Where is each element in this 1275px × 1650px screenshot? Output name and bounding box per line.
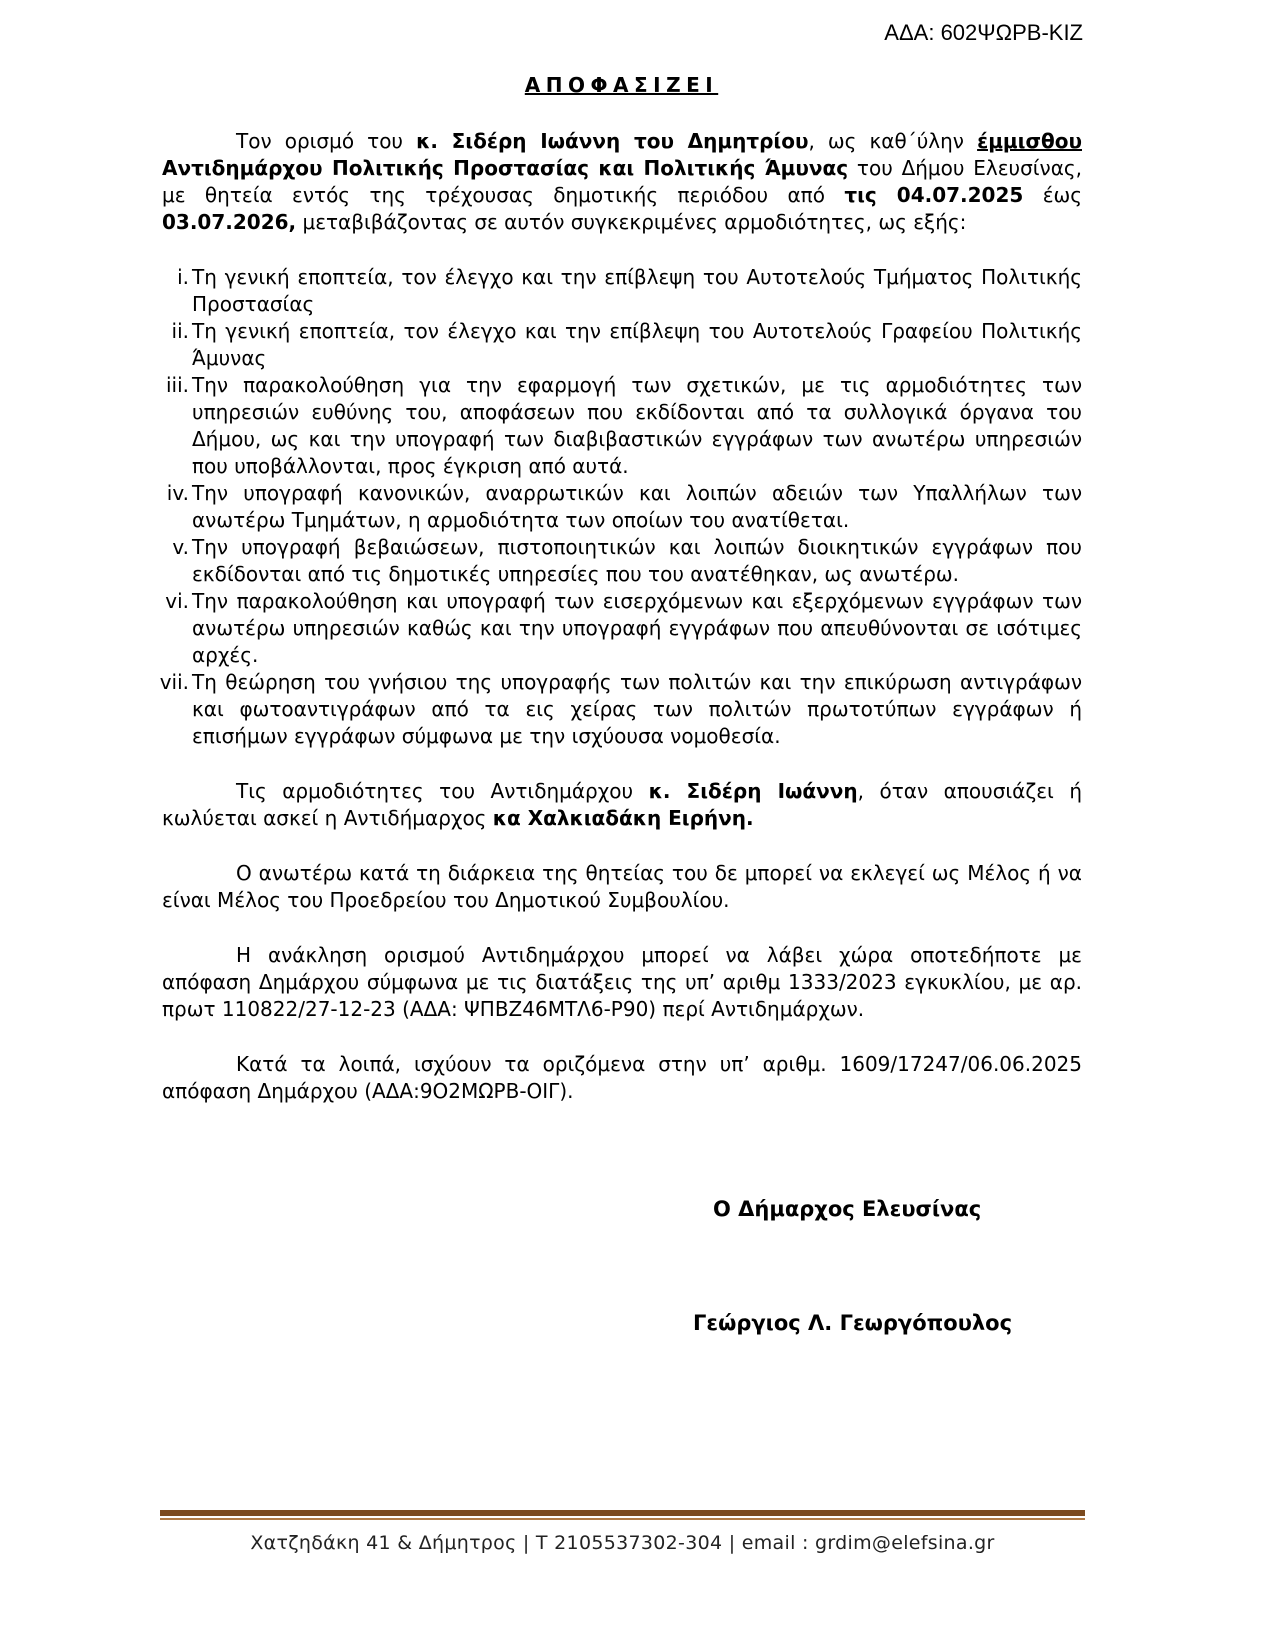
list-item bbox=[162, 372, 1082, 480]
list-number: vii. bbox=[159, 670, 189, 694]
bold-run: τις 04.07.2025 bbox=[844, 183, 1024, 207]
document-title: ΑΠΟΦΑΣΙΖΕΙ bbox=[524, 73, 719, 97]
list-text: Την υπογραφή κανονικών, αναρρωτικών και λοιπών αδειών των Υπαλλήλων των ανωτέρω Τμημάτων, η αρμοδιότητα των οποίων του ανατίθεται. bbox=[192, 481, 1082, 532]
text-run: Τον ορισμό του bbox=[236, 129, 417, 153]
list-text: Την παρακολούθηση και υπογραφή των εισερχόμενων και εξερχόμενων εγγράφων των ανωτέρω υπηρεσιών καθώς και την υπογραφή εγγράφων που απευθύνονται σε ισότιμες αρχές. bbox=[192, 589, 1082, 667]
list-item bbox=[162, 534, 1082, 588]
list-text: Την υπογραφή βεβαιώσεων, πιστοποιητικών και λοιπών διοικητικών εγγράφων που εκδίδονται από τις δημοτικές υπηρεσίες που του ανατέθηκαν, ως ανωτέρω. bbox=[192, 535, 1082, 586]
paragraph-other-provisions: Κατά τα λοιπά, ισχύουν τα οριζόμενα στην υπ’ αριθμ. 1609/17247/06.06.2025 απόφαση Δημάρχου (ΑΔΑ:9Ο2ΜΩΡΒ-ΟΙΓ). bbox=[162, 1052, 1082, 1103]
list-number: iv. bbox=[166, 481, 189, 505]
list-number: vi. bbox=[165, 589, 189, 613]
footer-contact: Χατζηδάκη 41 & Δήμητρος | T 2105537302-304 | email : grdim@elefsina.gr bbox=[250, 1532, 995, 1554]
list-item bbox=[162, 318, 1082, 372]
text-run: μεταβιβάζοντας σε αυτόν συγκεκριμένες αρμοδιότητες, ως εξής: bbox=[296, 210, 967, 234]
bold-run: κ. Σιδέρη Ιωάννη του Δημητρίου bbox=[416, 129, 809, 153]
bold-run: 03.07.2026, bbox=[162, 210, 297, 234]
signature-name: Γεώργιος Λ. Γεωργόπουλος bbox=[693, 1311, 1013, 1335]
text-run: του Δήμου Ελευσίνας, με θητεία εντός της τρέχουσας δημοτικής περιόδου από bbox=[162, 156, 1083, 207]
paragraph-presidium: Ο ανωτέρω κατά τη διάρκεια της θητείας του δε μπορεί να εκλεγεί ως Μέλος ή να είναι Μέλος του Προεδρείου του Δημοτικού Συμβουλίου. bbox=[162, 861, 1082, 912]
bold-underline-run: έμμισθου bbox=[977, 129, 1082, 153]
ada-code: ΑΔΑ: 602ΨΩΡΒ-ΚΙΖ bbox=[884, 20, 1083, 45]
list-item bbox=[162, 480, 1082, 534]
list-item bbox=[159, 669, 1082, 750]
paragraph-substitute bbox=[162, 778, 1082, 832]
list-text: Τη γενική εποπτεία, τον έλεγχο και την επίβλεψη του Αυτοτελούς Γραφείου Πολιτικής Άμυνας bbox=[192, 319, 1082, 370]
bold-run: Αντιδημάρχου Πολιτικής Προστασίας και Πολιτικής Άμυνας bbox=[162, 156, 849, 180]
list-number: v. bbox=[172, 535, 189, 559]
list-text: Τη γενική εποπτεία, τον έλεγχο και την επίβλεψη του Αυτοτελούς Τμήματος Πολιτικής Προστασίας bbox=[192, 265, 1082, 316]
bold-run: κα Χαλκιαδάκη Ειρήνη. bbox=[492, 806, 754, 830]
bold-run: κ. Σιδέρη Ιωάννη bbox=[648, 779, 858, 803]
list-number: iii. bbox=[165, 373, 189, 397]
signature-role: Ο Δήμαρχος Ελευσίνας bbox=[713, 1197, 982, 1221]
paragraph-revocation: Η ανάκληση ορισμού Αντιδημάρχου μπορεί να λάβει χώρα οποτεδήποτε με απόφαση Δημάρχου σύμφωνα με τις διατάξεις της υπ’ αριθμ 1333/2023 εγκυκλίου, με αρ. πρωτ 110822/27-12-23 (ΑΔΑ: ΨΠΒΖ46ΜΤΛ6-Ρ90) περί Αντιδημάρχων. bbox=[162, 943, 1082, 1021]
paragraph-appointment bbox=[162, 128, 1082, 236]
document-body bbox=[159, 128, 1083, 1133]
footer-divider bbox=[160, 1510, 1085, 1520]
list-item bbox=[162, 264, 1082, 318]
text-run: , ως καθ΄ύλην bbox=[808, 129, 978, 153]
list-text: Την παρακολούθηση για την εφαρμογή των σχετικών, με τις αρμοδιότητες των υπηρεσιών ευθύνης του, αποφάσεων που εκδίδονται από τα συλλογικά όργανα του Δήμου, ως και την υπογραφή των διαβιβαστικών εγγράφων των ανωτέρω υπηρεσιών που υποβάλλονται, προς έγκριση από αυτά. bbox=[192, 373, 1082, 478]
responsibilities-list bbox=[159, 264, 1082, 750]
list-text: Τη θεώρηση του γνήσιου της υπογραφής των πολιτών και την επικύρωση αντιγράφων και φωτοαντιγράφων από τα εις χείρας των πολιτών πρωτοτύπων εγγράφων ή επισήμων εγγράφων σύμφωνα με την ισχύουσα νομοθεσία. bbox=[192, 670, 1082, 748]
text-run: , όταν απουσιάζει ή κωλύεται ασκεί η Αντιδήμαρχος bbox=[162, 779, 1082, 830]
list-number: i. bbox=[177, 265, 189, 289]
list-item bbox=[162, 588, 1082, 669]
text-run: Τις αρμοδιότητες του Αντιδημάρχου bbox=[236, 779, 649, 803]
text-run: έως bbox=[1023, 183, 1083, 207]
list-number: ii. bbox=[171, 319, 189, 343]
